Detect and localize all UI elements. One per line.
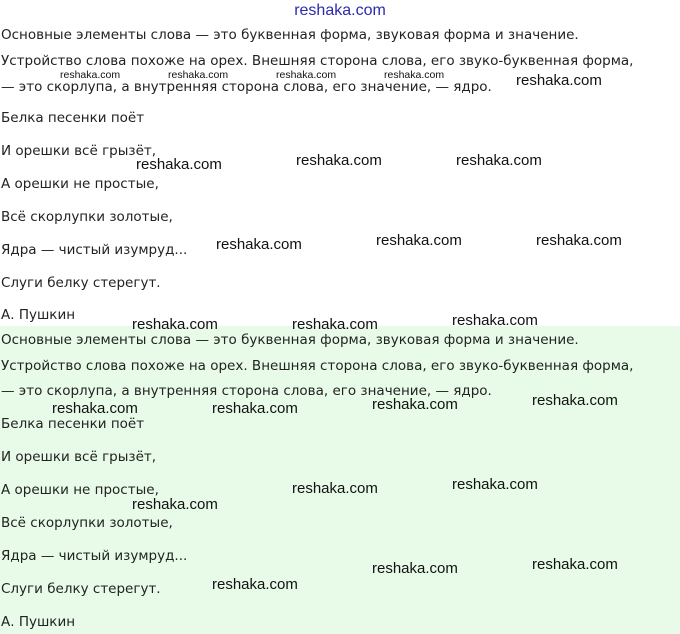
watermark: reshaka.com	[536, 232, 622, 249]
poem-line-2: И орешки всё грызёт,	[1, 449, 157, 465]
watermark: reshaka.com	[456, 152, 542, 169]
poem-line-2: И орешки всё грызёт,	[1, 143, 157, 159]
poem-line-6: Слуги белку стерегут.	[1, 581, 161, 597]
watermark: reshaka.com	[60, 69, 121, 81]
watermark: reshaka.com	[292, 316, 378, 333]
poem-line-5: Ядра — чистый изумруд...	[1, 548, 188, 564]
watermark: reshaka.com	[212, 400, 298, 417]
watermark: reshaka.com	[132, 496, 218, 513]
watermark: reshaka.com	[376, 232, 462, 249]
poem-line-4: Всё скорлупки золотые,	[1, 209, 173, 225]
site-header[interactable]: reshaka.com	[294, 2, 386, 19]
poem-line-6: Слуги белку стерегут.	[1, 275, 161, 291]
author-line: А. Пушкин	[1, 307, 76, 323]
watermark: reshaka.com	[292, 480, 378, 497]
poem-line-1: Белка песенки поёт	[1, 110, 145, 126]
watermark: reshaka.com	[452, 476, 538, 493]
watermark: reshaka.com	[516, 72, 602, 89]
poem-line-5: Ядра — чистый изумруд...	[1, 242, 188, 258]
intro-line-3: — это скорлупа, а внутренняя сторона слова, его значение, — ядро.	[1, 383, 492, 399]
watermark: reshaka.com	[452, 312, 538, 329]
intro-line-1: Основные элементы слова — это буквенная форма, звуковая форма и значение.	[1, 27, 579, 43]
author-line: А. Пушкин	[1, 614, 76, 630]
watermark: reshaka.com	[372, 396, 458, 413]
poem-line-3: А орешки не простые,	[1, 482, 159, 498]
watermark: reshaka.com	[532, 556, 618, 573]
poem-line-1: Белка песенки поёт	[1, 416, 145, 432]
intro-line-3: — это скорлупа, а внутренняя сторона слова, его значение, — ядро.	[1, 79, 492, 95]
watermark: reshaka.com	[168, 69, 229, 81]
intro-line-2: Устройство слова похоже на орех. Внешняя сторона слова, его звуко-буквенная форма,	[1, 358, 634, 374]
intro-line-2: Устройство слова похоже на орех. Внешняя сторона слова, его звуко-буквенная форма,	[1, 53, 634, 69]
watermark: reshaka.com	[216, 236, 302, 253]
watermark: reshaka.com	[136, 156, 222, 173]
watermark: reshaka.com	[276, 69, 337, 81]
watermark: reshaka.com	[372, 560, 458, 577]
watermark: reshaka.com	[132, 316, 218, 333]
watermark: reshaka.com	[532, 392, 618, 409]
watermark: reshaka.com	[212, 576, 298, 593]
poem-line-4: Всё скорлупки золотые,	[1, 515, 173, 531]
watermark: reshaka.com	[52, 400, 138, 417]
watermark: reshaka.com	[384, 69, 445, 81]
poem-line-3: А орешки не простые,	[1, 176, 159, 192]
intro-line-1: Основные элементы слова — это буквенная форма, звуковая форма и значение.	[1, 332, 579, 348]
watermark: reshaka.com	[296, 152, 382, 169]
